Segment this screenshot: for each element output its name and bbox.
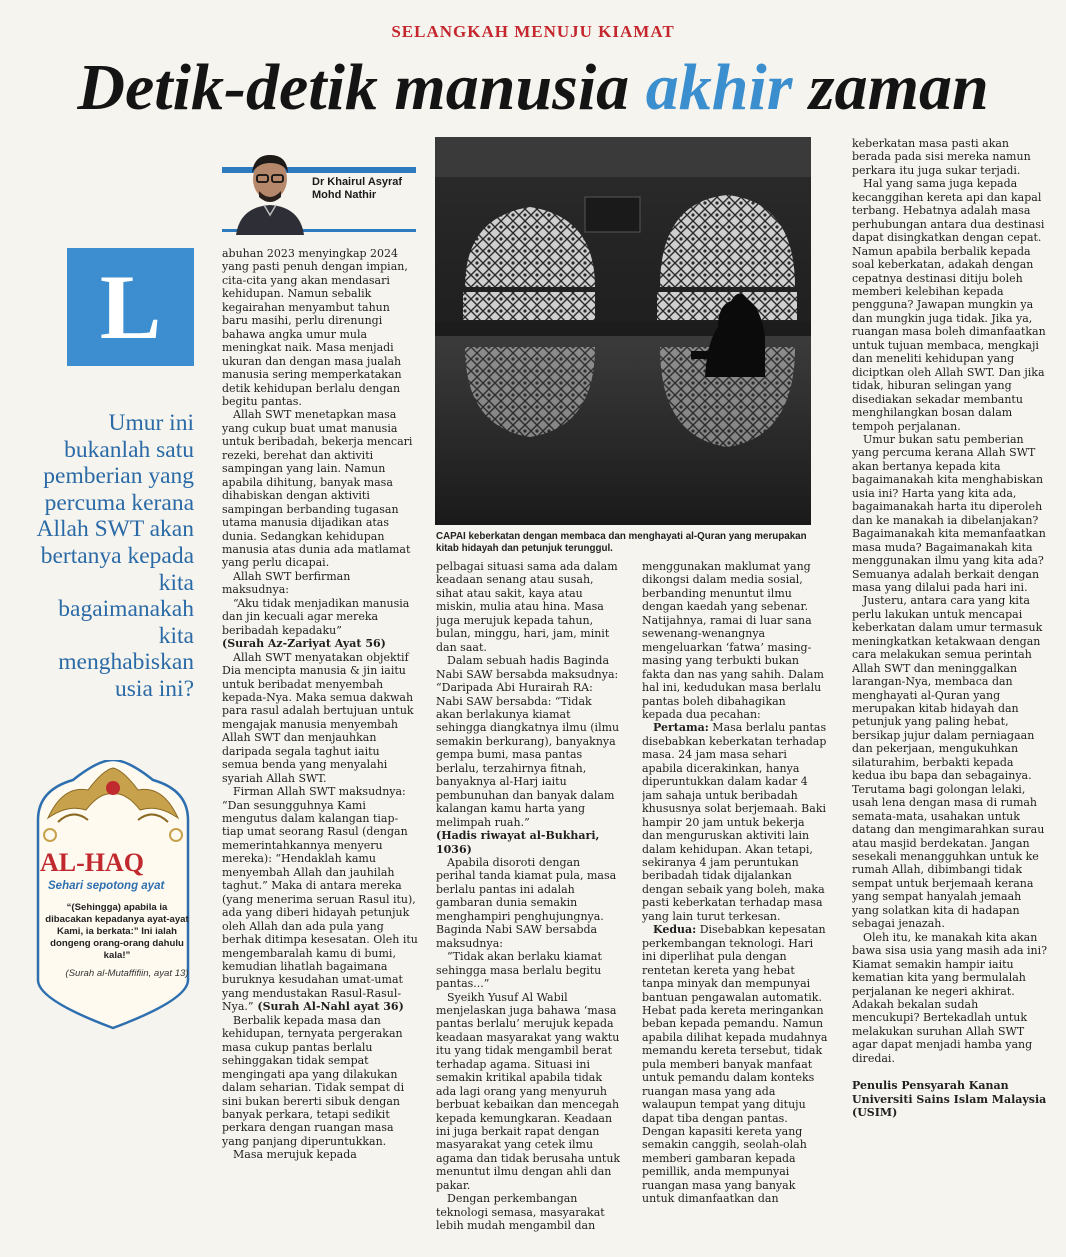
paragraph-text: Masa berlalu pantas disebabkan keberkatan terhadap masa. 24 jam masa sehari apabila dicerakinkan, hanya diperuntukkan dalam kadar 4 jam sahaja untuk beribadah khususnya solat berjemaah. Baki hampir 20 jam untuk bekerja dan menguruskan aktiviti lain dalam kehidupan. Akan tetapi, sekiranya 4 jam peruntukan beribadah tidak dijalankan dengan sebaik yang boleh, maka pasti keberkatan terhadap masa yang lain turut terkesan. bbox=[642, 721, 827, 923]
paragraph-text: pelbagai situasi sama ada dalam keadaan senang atau susah, sihat atau sakit, kaya atau miskin, mulia atau hina. Masa juga merujuk kepada tahun, bulan, minggu, hari, jam, minit dan saat. bbox=[436, 560, 618, 654]
headline-part2: zaman bbox=[792, 51, 989, 124]
paragraph-text: (Hadis riwayat al-Bukhari, 1036) bbox=[436, 829, 600, 856]
body-column-2 bbox=[436, 560, 622, 1250]
paragraph-lead: Kedua: bbox=[653, 923, 697, 937]
badge-subtitle: Sehari sepotong ayat bbox=[48, 880, 165, 892]
paragraph-text: Justeru, antara cara yang kita perlu lakukan untuk mencapai keberkatan dalam umur termasuk meningkatkan ketakwaan dengan cara melakukan semua perintah Allah SWT dan meninggalkan larangan-Nya, membaca dan menghayati al-Quran yang merupakan kitab hidayah dan petunjuk yang paling hebat, bersikap jujur dalam perniagaan dan pekerjaan, mengukuhkan silaturahim, berbakti kepada kedua ibu bapa dan sebagainya. Terutama bagi golongan lelaki, usah lena dengan masa di rumah semata-mata, usahakan untuk datang dan mengimarahkan surau atau masjid berdekatan. Jangan sesekali menangguhkan untuk ke rumah Allah, dibimbangi tidak sempat untuk berjemaah kerana yang sempat hanyalah jemaah yang solatkan kita di hadapan sebagai jenazah. bbox=[852, 594, 1045, 931]
paragraph bbox=[436, 1192, 622, 1232]
paragraph-text: Berbalik kepada masa dan kehidupan, ternyata pergerakan masa cukup pantas berlalu sehinggakan tidak sempat mengingati apa yang dilakukan dalam seharian. Tidak sempat di sini bukan bererti sibuk dengan banyak perkara, tetapi sedikit perkara dengan ruangan masa yang panjang diperuntukkan. bbox=[222, 1013, 405, 1148]
author-portrait bbox=[230, 145, 310, 235]
photo-caption: CAPAI keberkatan dengan membaca dan menghayati al-Quran yang merupakan kitab hidayah dan petunjuk terunggul. bbox=[436, 531, 807, 555]
paragraph-text: Allah SWT berfirman maksudnya: bbox=[222, 569, 351, 597]
paragraph-text: Allah SWT menetapkan masa yang cukup buat umat manusia untuk beribadah, bekerja mencari rezeki, berehat dan aktiviti sampingan yang lain. Namun apabila dihitung, banyak masa dihabiskan dengan aktiviti sampingan berbanding tugasan utama manusia dijadikan atas dunia. Sedangkan kehidupan manusia atas dunia ada matlamat yang perlu dicapai. bbox=[222, 408, 413, 570]
paragraph-text: (Surah Az-Zariyat Ayat 56) bbox=[222, 637, 386, 651]
paragraph-lead: Pertama: bbox=[653, 721, 709, 735]
paragraph-text: Disebabkan kepesatan perkembangan teknologi. Hari ini diperlihat pula dengan rentetan kereta yang hebat tanpa minyak dan mempunyai bantuan pengawalan automatik. Hebat pada kereta meringankan beban kepada pemandu. Namun apabila dilihat kepada mudahnya memandu kereta tersebut, tidak pula memberi banyak manfaat untuk pemandu dalam konteks ruangan masa yang ada walaupun tempat yang dituju dapat tiba dengan pantas. Dengan kapasiti kereta yang semakin canggih, seolah-olah memberi gambaran kepada pemillik, anda mempunyai ruangan masa yang banyak untuk dimanfaatkan dan bbox=[642, 923, 828, 1206]
paragraph bbox=[852, 594, 1048, 930]
body-column-4 bbox=[852, 137, 1048, 1249]
paragraph-text: Masa merujuk kepada bbox=[233, 1148, 357, 1162]
paragraph-text: Syeikh Yusuf Al Wabil menjelaskan juga bahawa ‘masa pantas berlalu’ merujuk kepada keadaan masyarakat yang waktu itu yang tidak mengambil berat terhadap agama. Situasi ini semakin kritikal apabila tidak ada lagi orang yang menyuruh berbuat kebaikan dan mencegah kepada kemungkaran. Keadaan ini juga berkait rapat dengan masyarakat yang cetek ilmu agama dan tidak berusaha untuk menuntut ilmu dengan ahli dan pakar. bbox=[436, 990, 621, 1192]
body-column-1 bbox=[222, 247, 418, 1247]
paragraph-text: Umur bukan satu pemberian yang percuma kerana Allah SWT akan bertanya kepada kita bagaimanakah kita menghabiskan usia ini? Harta yang kita ada, bagaimanakah harta itu diperoleh dan ke manakah ia dibelanjakan? Bagaimanakah kita memanfaatkan masa muda? Bagaimanakah kita menggunakan ilmu yang kita ada? Semuanya adalah berkait dengan masa yang dilalui pada hari ini. bbox=[852, 432, 1046, 594]
paragraph bbox=[222, 1148, 418, 1161]
paragraph bbox=[222, 597, 418, 637]
paragraph bbox=[852, 931, 1048, 1066]
paragraph-text: Hal yang sama juga kepada kecanggihan kereta api dan kapal terbang. Hebatnya adalah masa perhubungan antara dua destinasi dapat disingkatkan dengan cepat. Namun apabila berbalik kepada soal keberkatan, adakah dengan cepatnya destinasi ditiju boleh memberi kelebihan kepada pengguna? Jawapan mungkin ya dan mungkin juga tidak. Jika ya, ruangan masa boleh dimanfaatkan untuk tujuan membaca, mengkaji dan meneliti kehidupan yang diciptkan oleh Allah SWT. Dan jika tidak, hiburan selingan yang disediakan sekadar membantu menghilangkan bosan dalam tempoh perjalanan. bbox=[852, 177, 1046, 433]
headline-part1: Detik-detik manusia bbox=[77, 51, 646, 124]
paragraph-tail: (Surah Al-Nahl ayat 36) bbox=[253, 1000, 404, 1014]
author-name-line2: Mohd Nathir bbox=[312, 189, 377, 201]
paragraph bbox=[852, 137, 1048, 177]
badge-verse: “(Sehingga) apabila ia dibacakan kepadanya ayat-ayat Kami, ia berkata:” Ini ialah dongeng orang-orang dahulu kala!” bbox=[45, 902, 189, 961]
paragraph bbox=[222, 651, 418, 786]
paragraph bbox=[436, 991, 622, 1193]
paragraph-text: keberkatan masa pasti akan berada pada sisi mereka namun perkara itu juga sukar terjadi. bbox=[852, 137, 1031, 177]
paragraph bbox=[436, 856, 622, 950]
paragraph bbox=[222, 637, 418, 650]
paragraph bbox=[436, 950, 622, 990]
author-signoff: Penulis Pensyarah Kanan Universiti Sains Islam Malaysia (USIM) bbox=[852, 1079, 1047, 1120]
paragraph bbox=[852, 177, 1048, 433]
paragraph bbox=[852, 433, 1048, 594]
paragraph bbox=[222, 785, 418, 1014]
mosque-photo bbox=[435, 137, 811, 525]
headline bbox=[0, 48, 1066, 128]
paragraph bbox=[436, 654, 622, 829]
badge-brand: AL-HAQ bbox=[40, 848, 144, 877]
paragraph-text: Firman Allah SWT maksudnya: “Dan sesungguhnya Kami mengutus dalam kalangan tiap-tiap umat seorang Rasul (dengan memerintahkannya menyeru mereka): “Hendaklah kamu menyembah Allah dan jauhilah taghut.” Maka di antara mereka (yang menerima seruan Rasul itu), ada yang diberi hidayah petunjuk oleh Allah dan ada pula yang berhak ditimpa kesesatan. Oleh itu mengembaralah kamu di bumi, kemudian lihatlah bagaimana buruknya kesudahan umat-umat yang mendustakan Rasul-Rasul-Nya.” bbox=[222, 785, 418, 1014]
paragraph-text: menggunakan maklumat yang dikongsi dalam media sosial, berbanding menuntut ilmu dengan kaedah yang sebenar. Natijahnya, ramai di luar sana sewenang-wenangnya mengeluarkan ‘fatwa’ masing-masing yang terbukti bukan fakta dan nas yang sahih. Dalam hal ini, kedudukan masa berlalu pantas boleh dibahagikan kepada dua pecahan: bbox=[642, 560, 824, 721]
author-byline bbox=[312, 176, 432, 202]
author-name-line1: Dr Khairul Asyraf bbox=[312, 176, 403, 188]
paragraph bbox=[222, 1014, 418, 1149]
paragraph-text: abuhan 2023 menyingkap 2024 yang pasti penuh dengan impian, cita-cita yang akan mendasari kehidupan. Namun sebalik kegairahan menyambut tahun baru masihi, perlu direnungi bahawa angka umur mula meningkat naik. Masa menjadi ukuran dan dengan masa jualah manusia sering memperkatakan detik kehidupan berlalu dengan begitu pantas. bbox=[222, 247, 408, 408]
paragraph-text: Allah SWT menyatakan objektif Dia mencipta manusia & jin iaitu untuk beribadat menyembah kepada-Nya. Maka semua dakwah para rasul adalah bertujuan untuk mengajak manusia menyembah Allah SWT dan menjauhkan daripada segala taghut iaitu semua benda yang menyalahi syariah Allah SWT. bbox=[222, 650, 414, 785]
headline-accent: akhir bbox=[645, 51, 793, 124]
pull-quote: Umur ini bukanlah satu pemberian yang percuma kerana Allah SWT akan bertanya kepada kita bagaimanakah kita menghabiskan usia ini? bbox=[36, 410, 194, 702]
body-column-3 bbox=[642, 560, 828, 1250]
drop-cap: L bbox=[67, 248, 194, 366]
paragraph-text: Apabila disoroti dengan perihal tanda kiamat pula, masa berlalu pantas ini adalah gambaran dunia semakin menghampiri penghujungnya. Baginda Nabi SAW bersabda maksudnya: bbox=[436, 855, 617, 950]
badge-reference: (Surah al-Mutaffifiin, ayat 13) bbox=[65, 968, 189, 979]
paragraph bbox=[642, 923, 828, 1206]
paragraph bbox=[222, 408, 418, 569]
paragraph-text: Dalam sebuah hadis Baginda Nabi SAW bersabda maksudnya: “Daripada Abi Hurairah RA: Nabi SAW bersabda: “Tidak akan berlakunya kiamat sehingga diangkatnya ilmu (ilmu semakin berkurang), banyaknya gempa bumi, masa pantas berlalu, terzahirnya fitnah, banyaknya al-Harj iaitu pembunuhan dan banyak dalam kalangan kamu harta yang melimpah ruah.” bbox=[436, 654, 620, 829]
paragraph-text: “Aku tidak menjadikan manusia dan jin kecuali agar mereka beribadah kepadaku” bbox=[222, 596, 410, 637]
paragraph-text: Oleh itu, ke manakah kita akan bawa sisa usia yang masih ada ini? Kiamat semakin hampir iaitu kematian kita yang bermulalah perjalanan ke negeri akhirat. Adakah bekalan sudah mencukupi? Bertekadlah untuk melakukan suruhan Allah SWT agar dapat menjadi hamba yang diredai. bbox=[852, 930, 1048, 1065]
paragraph bbox=[222, 570, 418, 597]
paragraph bbox=[222, 247, 418, 408]
paragraph bbox=[642, 560, 828, 721]
al-haq-badge bbox=[28, 760, 198, 1030]
section-kicker: SELANGKAH MENUJU KIAMAT bbox=[391, 22, 675, 41]
paragraph bbox=[436, 560, 622, 654]
paragraph-text: Dengan perkembangan teknologi semasa, masyarakat lebih mudah mengambil dan bbox=[436, 1192, 605, 1233]
paragraph bbox=[642, 721, 828, 923]
paragraph bbox=[436, 829, 622, 856]
paragraph-text: “Tidak akan berlaku kiamat sehingga masa berlalu begitu pantas...” bbox=[436, 950, 602, 991]
